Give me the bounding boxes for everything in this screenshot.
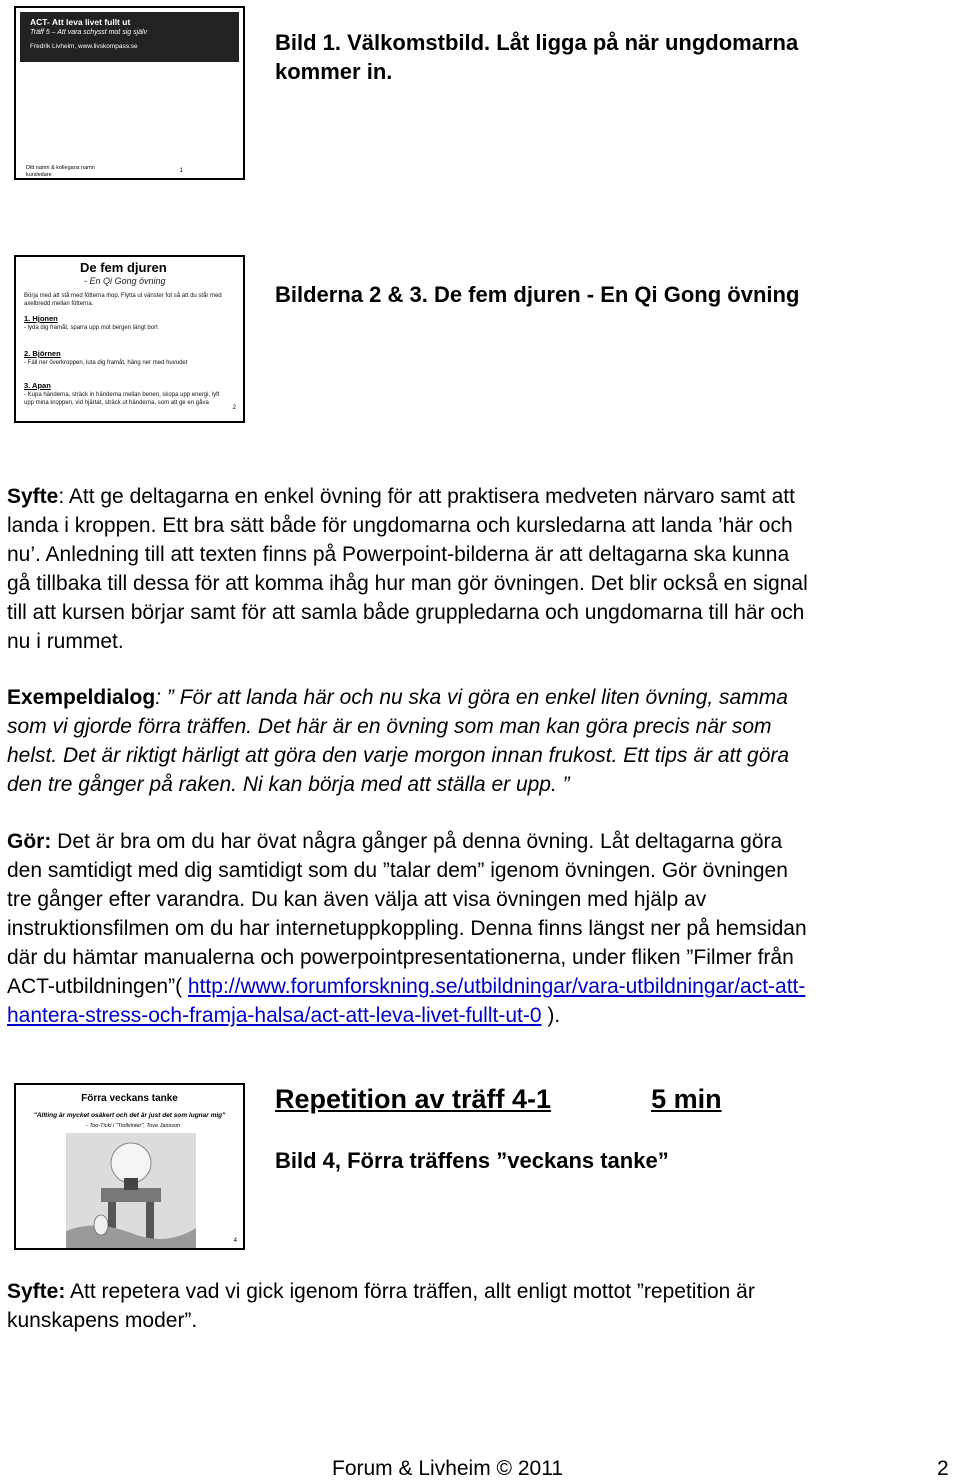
repetition-heading xyxy=(275,1083,722,1115)
syfte-line-1: : Att ge deltagarna en enkel övning för att praktisera medveten närvaro samt att xyxy=(58,485,795,508)
heading-bilderna-2-3: Bilderna 2 & 3. De fem djuren - En Qi Gong övning xyxy=(275,282,800,307)
slide-title: Förra veckans tanke xyxy=(81,1093,178,1104)
gor-line-2: den samtidigt med dig samtidigt som du ”talar dem” igenom övningen. Gör övningen xyxy=(7,859,788,882)
label-syfte: Syfte xyxy=(7,485,59,508)
syfte-line-2: landa i kroppen. Ett bra sätt både för ungdomarna och kursledarna att landa ’här och xyxy=(7,514,793,537)
slide-title: De fem djuren xyxy=(80,260,167,275)
slide-thumbnail-4 xyxy=(14,1083,245,1250)
paragraph-exempeldialog xyxy=(7,683,957,799)
syfte-line-4: gå tillbaka till dessa för att komma ihåg hur man gör övningen. Det blir också en signal xyxy=(7,572,808,595)
label-gor: Gör: xyxy=(7,830,52,853)
slide-subtitle: Träff 5 – Att vara schysst mot sig själv xyxy=(30,29,148,36)
exempel-line-3: helst. Det är riktigt härligt att göra den varje morgon innan frukost. Ett tips är att göra xyxy=(7,744,790,767)
label-exempeldialog: Exempeldialog xyxy=(7,686,156,709)
gor-line-1: Det är bra om du har övat några gånger på denna övning. Låt deltagarna göra xyxy=(51,830,783,853)
footer-page-number: 2 xyxy=(937,1457,949,1480)
syfte-line-3: nu’. Anledning till att texten finns på Powerpoint-bilderna är att deltagarna ska kunna xyxy=(7,543,790,566)
slide-footer-names: Ditt namn & kollegans namn xyxy=(26,165,95,171)
slide-quote: "Allting är mycket osäkert och det är just det som lugnar mig" xyxy=(33,1112,226,1119)
slide-thumbnail-2 xyxy=(14,255,245,423)
moomin-illustration xyxy=(66,1133,196,1248)
heading-bild-1-line1: Bild 1. Välkomstbild. Låt ligga på när ungdomarna xyxy=(275,30,799,55)
syfte-line-5: till att kursen börjar samt för att samla både gruppledarna och ungdomarna till här och xyxy=(7,601,805,624)
slide-subtitle: - En Qi Gong övning xyxy=(84,276,166,286)
slide-page-number: 4 xyxy=(233,1238,237,1244)
gor-line-6: ACT-utbildningen”( xyxy=(7,975,188,998)
exempel-line-4: den tre gånger på raken. Ni kan börja med att ställa er upp. ” xyxy=(7,773,570,796)
paragraph-syfte-2 xyxy=(7,1277,957,1335)
syfte-line-6: nu i rummet. xyxy=(7,630,124,653)
gor-line-4: instruktionsfilmen om du har internetuppkoppling. Denna finns längst ner på hemsidan xyxy=(7,917,807,940)
gor-line-7: ). xyxy=(541,1004,561,1027)
slide-title: ACT- Att leva livet fullt ut xyxy=(30,17,131,27)
heading-bild-1-line2: kommer in. xyxy=(275,59,393,84)
filmer-link[interactable]: http://www.forumforskning.se/utbildningar/vara-utbildningar/act-att- xyxy=(187,975,806,998)
slide-footer-role: kursledare xyxy=(26,172,52,178)
slide-item-2-head: 2. Björnen xyxy=(24,349,61,358)
syfte2-line-2: kunskapens moder”. xyxy=(7,1309,198,1332)
footer-copyright: Forum & Livheim © 2011 xyxy=(332,1457,564,1480)
slide-item-1-text: - lyda dig framåt, sparra upp mot bergen längt bort xyxy=(24,325,158,331)
exempel-line-2: som vi gjorde förra träffen. Det här är en övning som man kan göra precis när som xyxy=(7,715,772,738)
heading-bild-4: Bild 4, Förra träffens ”veckans tanke” xyxy=(275,1148,669,1173)
paragraph-gor xyxy=(7,827,957,1030)
slide-intro: Börja med att stå med fötterna ihop. Flytta ut vänster fot så att du står med axelbredd mellan fötterna. xyxy=(24,293,222,307)
slide-thumbnail-1 xyxy=(14,6,245,180)
gor-line-3: tre gånger efter varandra. Du kan även välja att visa övningen med hjälp av xyxy=(7,888,707,911)
slide-author: Fredrik Livheim, www.livskompass.se xyxy=(30,43,138,50)
repetition-duration: 5 min xyxy=(651,1084,722,1114)
paragraph-syfte xyxy=(7,482,957,656)
slide-page-number: 1 xyxy=(179,168,183,174)
slide-page-number: 2 xyxy=(232,405,236,411)
syfte2-line-1: Att repetera vad vi gick igenom förra träffen, allt enligt mottot ”repetition är xyxy=(65,1280,755,1303)
slide-item-3-head: 3. Apan xyxy=(24,381,51,390)
filmer-link-continued[interactable]: hantera-stress-och-framja-halsa/act-att-leva-livet-fullt-ut-0 xyxy=(7,1004,542,1027)
slide-item-2-text: - Fäll ner överkroppen, luta dig framåt, häng ner med huvudet xyxy=(24,360,188,366)
label-syfte-2: Syfte: xyxy=(7,1280,66,1303)
gor-line-5: där du hämtar manualerna och powerpointpresentationerna, under fliken ”Filmer från xyxy=(7,946,794,969)
slide-item-1-head: 1. Hjonen xyxy=(24,314,58,323)
exempel-line-1: : ” För att landa här och nu ska vi göra en enkel liten övning, samma xyxy=(155,686,788,709)
slide-item-3-text: - Kupa händerna, sträck in händerna mellan benen, skopa upp energi, lyft upp mina kroppen, vid hjärtat, sträck ut händerna, som att ge en gåva xyxy=(24,392,220,406)
slide-title-banner xyxy=(20,12,239,62)
slide-attribution: - Too-Ticki i "Trollvinter", Tove Jansson xyxy=(86,1123,181,1129)
repetition-title: Repetition av träff 4-1 xyxy=(275,1084,552,1114)
